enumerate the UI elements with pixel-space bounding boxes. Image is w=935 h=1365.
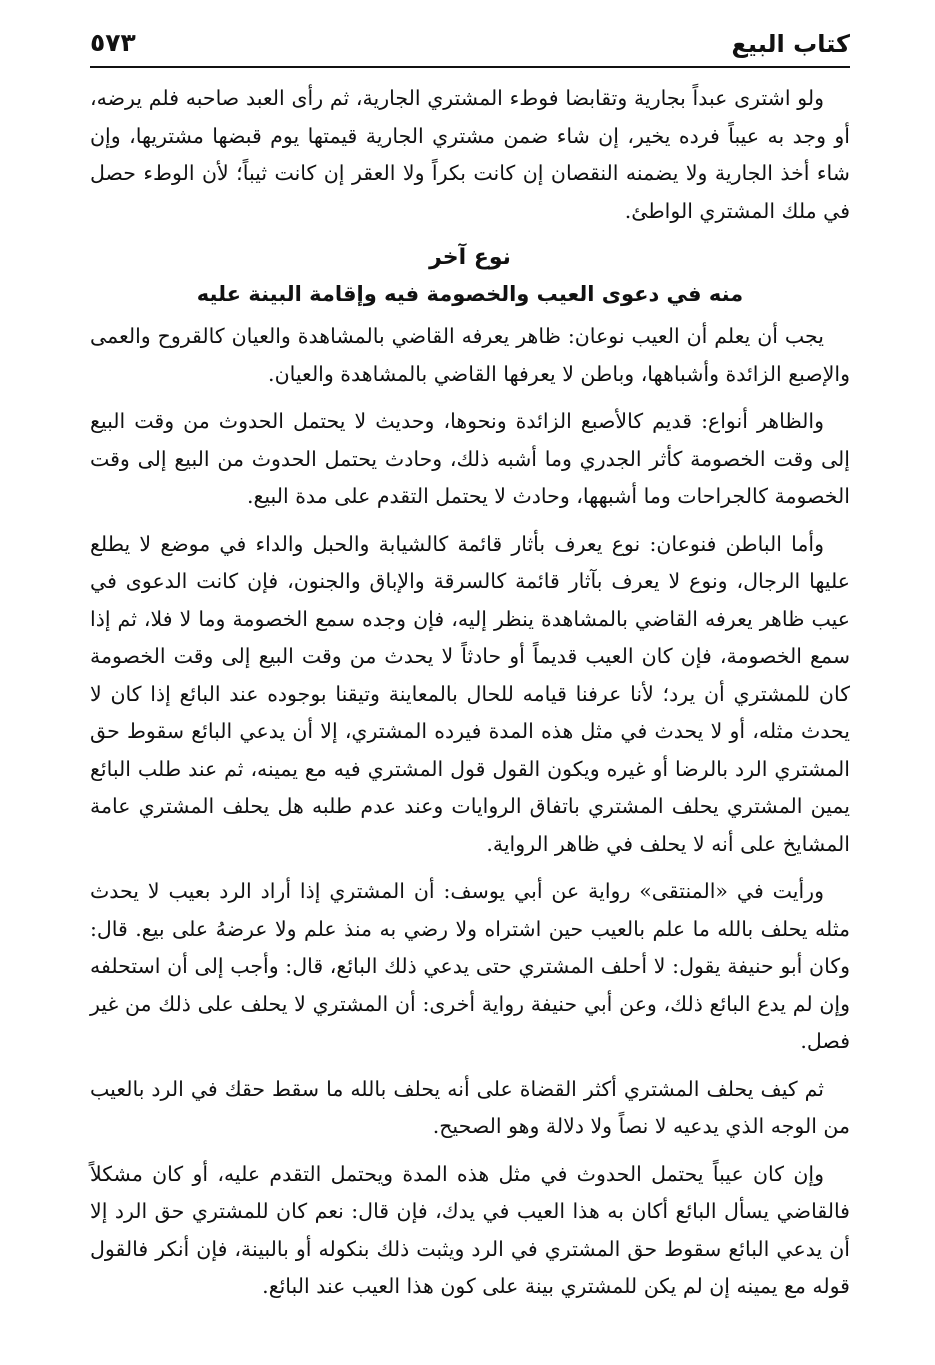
section-subheading: منه في دعوى العيب والخصومة فيه وإقامة البينة عليه [196,282,744,306]
book-title: كتاب البيع [731,30,850,58]
paragraph: ثم كيف يحلف المشتري أكثر القضاة على أنه يحلف بالله ما سقط حقك في الرد بالعيب من الوجه الذي يدعيه لا نصاً ولا دلالة وهو الصحيح. [90,1076,850,1138]
paragraph: والظاهر أنواع: قديم كالأصبع الزائدة ونحوها، وحديث لا يحتمل الحدوث من وقت البيع إلى وقت الخصومة كأثر الجدري وما أشبه ذلك، وحادث يحتمل الحدوث من البيع إلى وقت الخصومة كالجراحات وما أشبهها، وحادث لا يحتمل التقدم على مدة البيع. [90,409,850,508]
running-header [90,26,850,68]
paragraph: وإن كان عيباً يحتمل الحدوث في مثل هذه المدة ويحتمل التقدم عليه، أو كان مشكلاً فالقاضي يسأل البائع أكان به هذا العيب في يدك، فإن قال: نعم كان للمشتري حق الرد إلا أن يدعي البائع سقوط حق المشتري في الرد ويثبت ذلك بنكوله أو بالبينة، فإن أنكر فالقول قوله مع يمينه إن لم يكن للمشتري بينة على كون هذا العيب عند البائع. [90,1161,850,1298]
paragraph: ولو اشترى عبداً بجارية وتقابضا فوطء المشتري الجارية، ثم رأى العبد صاحبه فلم يرضه، أو وجد به عيباً فرده يخير، إن شاء ضمن مشتري الجارية قيمتها يوم قبضها مشتريها، وإن شاء أخذ الجارية ولا يضمنه النقصان إن كانت بكراً ولا العقر إن كانت ثيباً؛ لأن الوطء حصل في ملك المشتري الواطئ. [90,86,850,223]
page-number: ٥٧٣ [90,28,136,57]
section-heading: نوع آخر [429,245,511,270]
paragraph: يجب أن يعلم أن العيب نوعان: ظاهر يعرفه القاضي بالمشاهدة والعيان كالقروح والعمى والإصبع الزائدة وأشباهها، وباطن لا يعرفها القاضي بالمشاهدة والعيان. [90,324,850,386]
paragraph: وأما الباطن فنوعان: نوع يعرف بأثار قائمة كالشيابة والحبل والداء في موضع لا يطلع عليها الرجال، ونوع لا يعرف بآثار قائمة كالسرقة والإباق والجنون، فإن كانت الدعوى في عيب ظاهر يعرفه القاضي بالمشاهدة ينظر إليه، فإن وجده سمع الخصومة وما لا فلا، ثم إذا سمع الخصومة، فإن كان العيب قديماً أو حادثاً لا يحدث من وقت البيع إلى وقت الخصومة كان للمشتري أن يرد؛ لأنا عرفنا قيامه للحال بالمعاينة وتيقنا بوجوده عند البائع إذا كان لا يحدث مثله، أو لا يحدث في مثل هذه المدة فيرده المشتري، إلا أن يدعي البائع سقوط حق المشتري الرد بالرضا أو غيره ويكون القول قول المشتري فيه مع يمينه، ثم عند طلب البائع يمين المشتري يحلف المشتري باتفاق الروايات وعند عدم طلبه هل يحلف المشتري عامة المشايخ على أنه لا يحلف في ظاهر الرواية. [90,531,850,856]
body-text [90,80,850,1316]
paragraph: ورأيت في «المنتقى» رواية عن أبي يوسف: أن المشتري إذا أراد الرد بعيب لا يحدث مثله يحلف بالله ما علم بالعيب حين اشتراه ولا رضي به منذ علم ولا عرضهُ على بيع. قال: وكان أبو حنيفة يقول: لا أحلف المشتري حتى يدعي ذلك البائع، قال: وأجب إلى أن استحلفه وإن لم يدع البائع ذلك، وعن أبي حنيفة رواية أخرى: أن المشتري لا يحلف على ذلك من غير فصل. [90,879,850,1053]
